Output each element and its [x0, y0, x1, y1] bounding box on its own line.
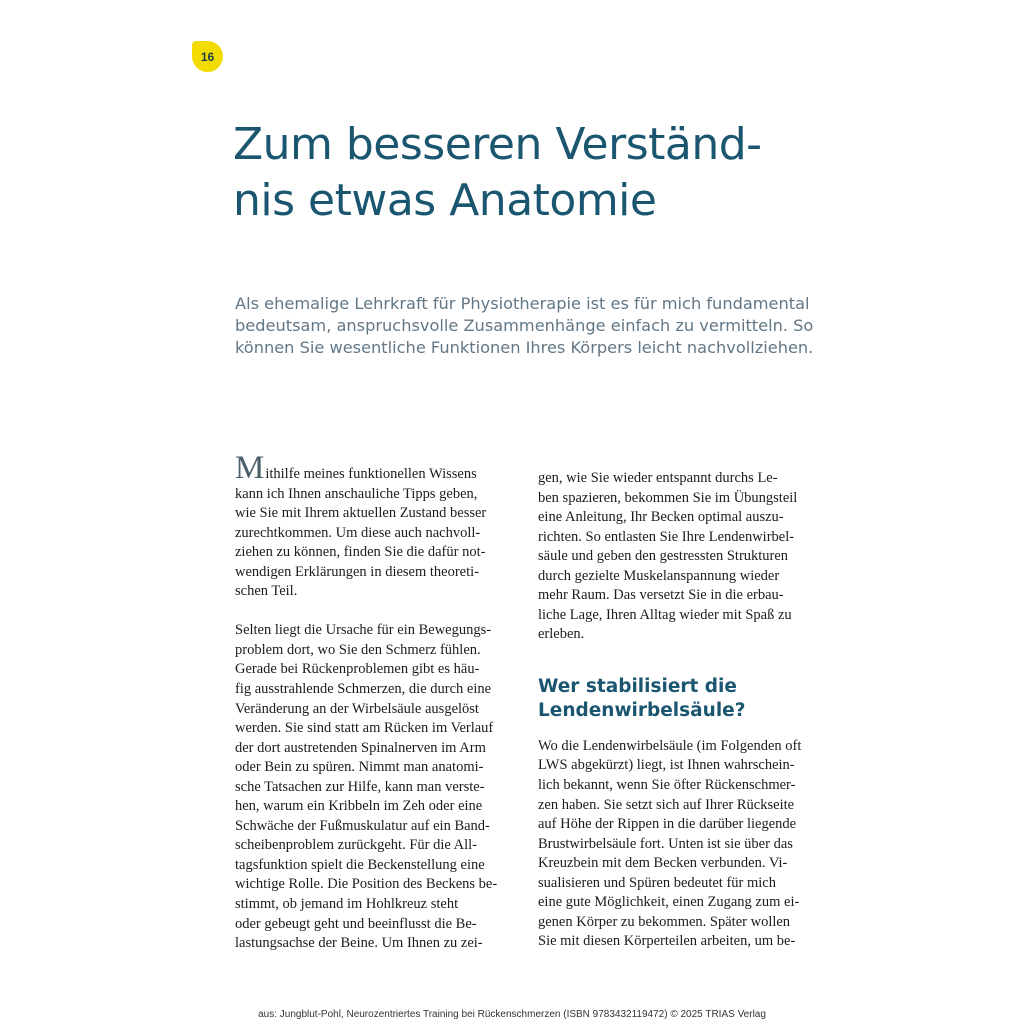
text-line: scheibenproblem zurückgeht. Für die All-: [235, 837, 478, 854]
first-line: [235, 450, 515, 486]
text-line: fig ausstrahlende Schmerzen, die durch eine: [235, 680, 492, 697]
text-line: zen haben. Sie setzt sich auf Ihrer Rückseite: [538, 796, 795, 813]
text-line: säule und geben den gestressten Strukturen: [538, 548, 789, 565]
text-line: sche Tatsachen zur Hilfe, kann man verste-: [235, 778, 485, 795]
text-line: Selten liegt die Ursache für ein Bewegungs-: [235, 622, 492, 639]
text-line: stimmt, ob jemand im Hohlkreuz steht: [235, 895, 459, 912]
text-line: oder Bein zu spüren. Nimmt man anatomi-: [235, 759, 484, 776]
text-line: erleben.: [538, 626, 585, 643]
first-line-text: ithilfe meines funktionellen Wissens: [265, 466, 477, 482]
text-line: wichtige Rolle. Die Position des Beckens be-: [235, 876, 498, 893]
text-line: mehr Raum. Das versetzt Sie in die erbau-: [538, 587, 784, 604]
text-line: eine Anleitung, Ihr Becken optimal auszu-: [538, 509, 784, 526]
text-line: auf Höhe der Rippen in die darüber liegende: [538, 816, 797, 833]
drop-cap: M: [235, 450, 265, 486]
title-line: nis etwas Anatomie: [233, 175, 657, 226]
text-line: Wo die Lendenwirbelsäule (im Folgenden oft: [538, 737, 802, 754]
source-footer: aus: Jungblut-Pohl, Neurozentriertes Training bei Rückenschmerzen (ISBN 9783432119472) © 2025 TRIAS Verlag: [258, 1009, 766, 1020]
page-number-badge: [192, 41, 223, 72]
lead-paragraph: [235, 293, 835, 359]
text-line: hen, warum ein Kribbeln im Zeh oder eine: [235, 798, 483, 815]
lead-line: bedeutsam, anspruchsvolle Zusammenhänge einfach zu vermitteln. So: [235, 316, 814, 335]
right-text-column: [538, 469, 828, 952]
text-line: wendigen Erklärungen in diesem theoreti-: [235, 563, 480, 580]
body-paragraph: [538, 737, 828, 952]
text-line: durch gezielte Muskelanspannung wieder: [538, 567, 780, 584]
body-paragraph: [538, 469, 828, 645]
text-line: Gerade bei Rückenproblemen gibt es häu-: [235, 661, 480, 678]
subheading-line: Lendenwirbelsäule?: [538, 699, 746, 721]
text-line: eine gute Möglichkeit, einen Zugang zum ei-: [538, 894, 800, 911]
text-line: Kreuzbein mit dem Becken verbunden. Vi-: [538, 855, 788, 872]
text-line: Veränderung an der Wirbelsäule ausgelöst: [235, 700, 479, 717]
body-paragraph: [235, 621, 515, 953]
text-line: lastungsachse der Beine. Um Ihnen zu zei-: [235, 935, 483, 952]
text-line: liche Lage, Ihren Alltag wieder mit Spaß zu: [538, 606, 792, 623]
text-line: gen, wie Sie wieder entspannt durchs Le-: [538, 470, 778, 486]
text-line: genen Körper zu bekommen. Später wollen: [538, 913, 791, 930]
text-line: schen Teil.: [235, 583, 298, 600]
text-line: der dort austretenden Spinalnerven im Arm: [235, 739, 486, 756]
text-line: Schwäche der Fußmuskulatur auf ein Band-: [235, 817, 490, 834]
subheading-line: Wer stabilisiert die: [538, 675, 737, 697]
text-line: ben spazieren, bekommen Sie im Übungsteil: [538, 489, 798, 506]
text-line: werden. Sie sind statt am Rücken im Verlauf: [235, 720, 494, 737]
intro-paragraph: [235, 450, 515, 602]
lead-line: können Sie wesentliche Funktionen Ihres Körpers leicht nachvollziehen.: [235, 338, 814, 357]
section-subheading: [538, 675, 828, 723]
text-line: Brustwirbelsäule fort. Unten ist sie über das: [538, 835, 793, 852]
paragraph-gap: [235, 602, 515, 622]
lead-line: Als ehemalige Lehrkraft für Physiotherapie ist es für mich fundamental: [235, 294, 810, 313]
text-line: ziehen zu können, finden Sie die dafür not-: [235, 544, 486, 561]
text-line: Sie mit diesen Körperteilen arbeiten, um be-: [538, 933, 796, 950]
text-line: sualisieren und Spüren bedeutet für mich: [538, 874, 776, 891]
left-text-column: [235, 450, 515, 954]
title-line: Zum besseren Verständ-: [233, 119, 762, 170]
text-line: zurechtkommen. Um diese auch nachvoll-: [235, 524, 481, 541]
text-line: problem dort, wo Sie den Schmerz fühlen.: [235, 641, 481, 658]
text-line: wie Sie mit Ihrem aktuellen Zustand besser: [235, 505, 487, 522]
text-line: richten. So entlasten Sie Ihre Lendenwirbel-: [538, 528, 795, 545]
page-title: [233, 117, 873, 229]
text-line: lich bekannt, wenn Sie öfter Rückenschmer-: [538, 777, 796, 794]
text-line: tagsfunktion spielt die Beckenstellung eine: [235, 856, 485, 873]
page-number: 16: [200, 49, 215, 64]
text-line: LWS abgekürzt) liegt, ist Ihnen wahrschein-: [538, 757, 795, 774]
text-line: kann ich Ihnen anschauliche Tipps geben,: [235, 485, 478, 502]
text-line: oder gebeugt geht und beeinflusst die Be-: [235, 915, 477, 932]
